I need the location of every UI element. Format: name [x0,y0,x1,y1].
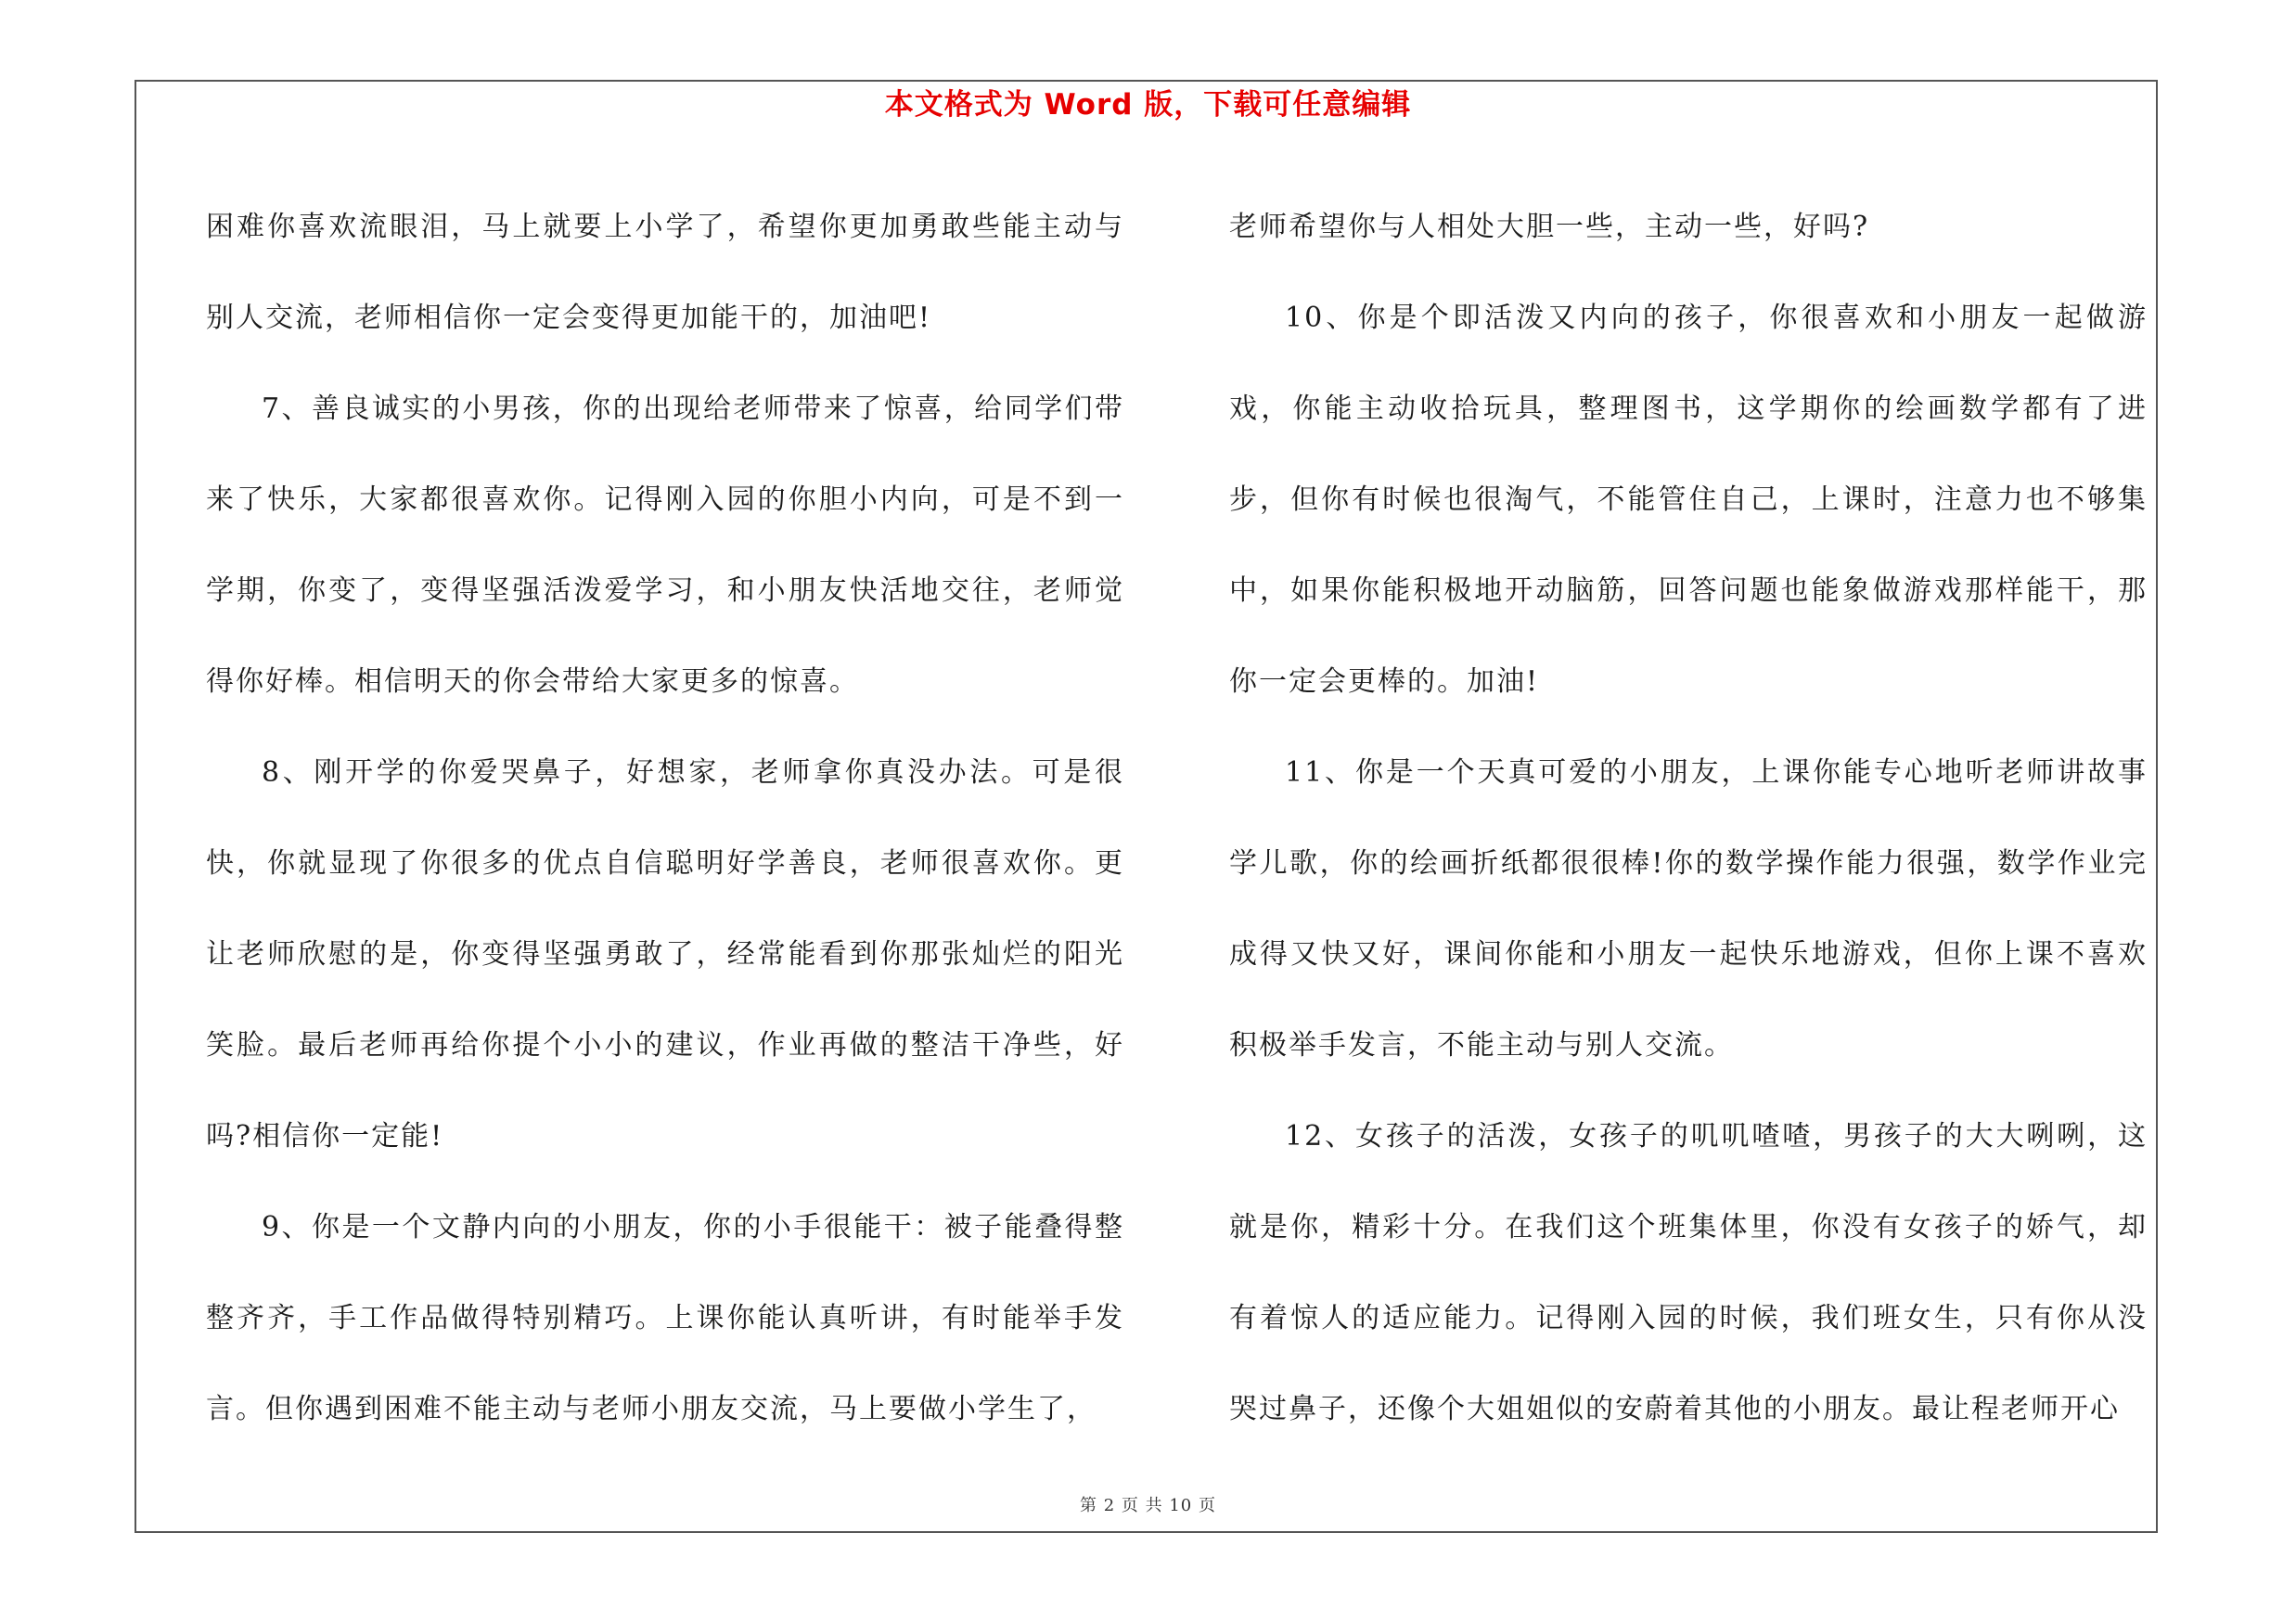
paragraph-11: 11、你是一个天真可爱的小朋友，上课你能专心地听老师讲故事学儿歌，你的绘画折纸都很很棒!你的数学操作能力很强，数学作业完成得又快又好，课间你能和小朋友一起快乐地游戏，但你上课不喜欢积极举手发言，不能主动与别人交流。 [1229,756,2148,1062]
right-column [1229,182,2148,1455]
paragraph-continuation: 困难你喜欢流眼泪，马上就要上小学了，希望你更加勇敢些能主动与别人交流，老师相信你一定会变得更加能干的，加油吧! [206,211,1124,334]
paragraph-10: 10、你是个即活泼又内向的孩子，你很喜欢和小朋友一起做游戏，你能主动收拾玩具，整理图书，这学期你的绘画数学都有了进步，但你有时候也很淘气，不能管住自己，上课时，注意力也不够集中，如果你能积极地开动脑筋，回答问题也能象做游戏那样能干，那你一定会更棒的。加油! [1229,302,2148,698]
format-banner: 本文格式为 Word 版，下载可任意编辑 [884,88,1412,122]
paragraph-8: 8、刚开学的你爱哭鼻子，好想家，老师拿你真没办法。可是很快，你就显现了你很多的优点自信聪明好学善良，老师很喜欢你。更让老师欣慰的是，你变得坚强勇敢了，经常能看到你那张灿烂的阳光笑脸。最后老师再给你提个小小的建议，作业再做的整洁干净些，好吗?相信你一定能! [206,756,1124,1153]
page-number: 第 2 页 共 10 页 [1080,1496,1216,1515]
paragraph-7: 7、善良诚实的小男孩，你的出现给老师带来了惊喜，给同学们带来了快乐，大家都很喜欢你。记得刚入园的你胆小内向，可是不到一学期，你变了，变得坚强活泼爱学习，和小朋友快活地交往，老师觉得你好棒。相信明天的你会带给大家更多的惊喜。 [206,393,1124,698]
paragraph-continuation-right: 老师希望你与人相处大胆一些，主动一些，好吗? [1229,211,1870,243]
paragraph-9: 9、你是一个文静内向的小朋友，你的小手很能干：被子能叠得整整齐齐，手工作品做得特别精巧。上课你能认真听讲，有时能举手发言。但你遇到困难不能主动与老师小朋友交流，马上要做小学生了， [206,1211,1124,1425]
paragraph-12: 12、女孩子的活泼，女孩子的叽叽喳喳，男孩子的大大咧咧，这就是你，精彩十分。在我们这个班集体里，你没有女孩子的娇气，却有着惊人的适应能力。记得刚入园的时候，我们班女生，只有你从没哭过鼻子，还像个大姐姐似的安蔚着其他的小朋友。最让程老师开心 [1229,1120,2148,1425]
left-column [206,182,1124,1455]
